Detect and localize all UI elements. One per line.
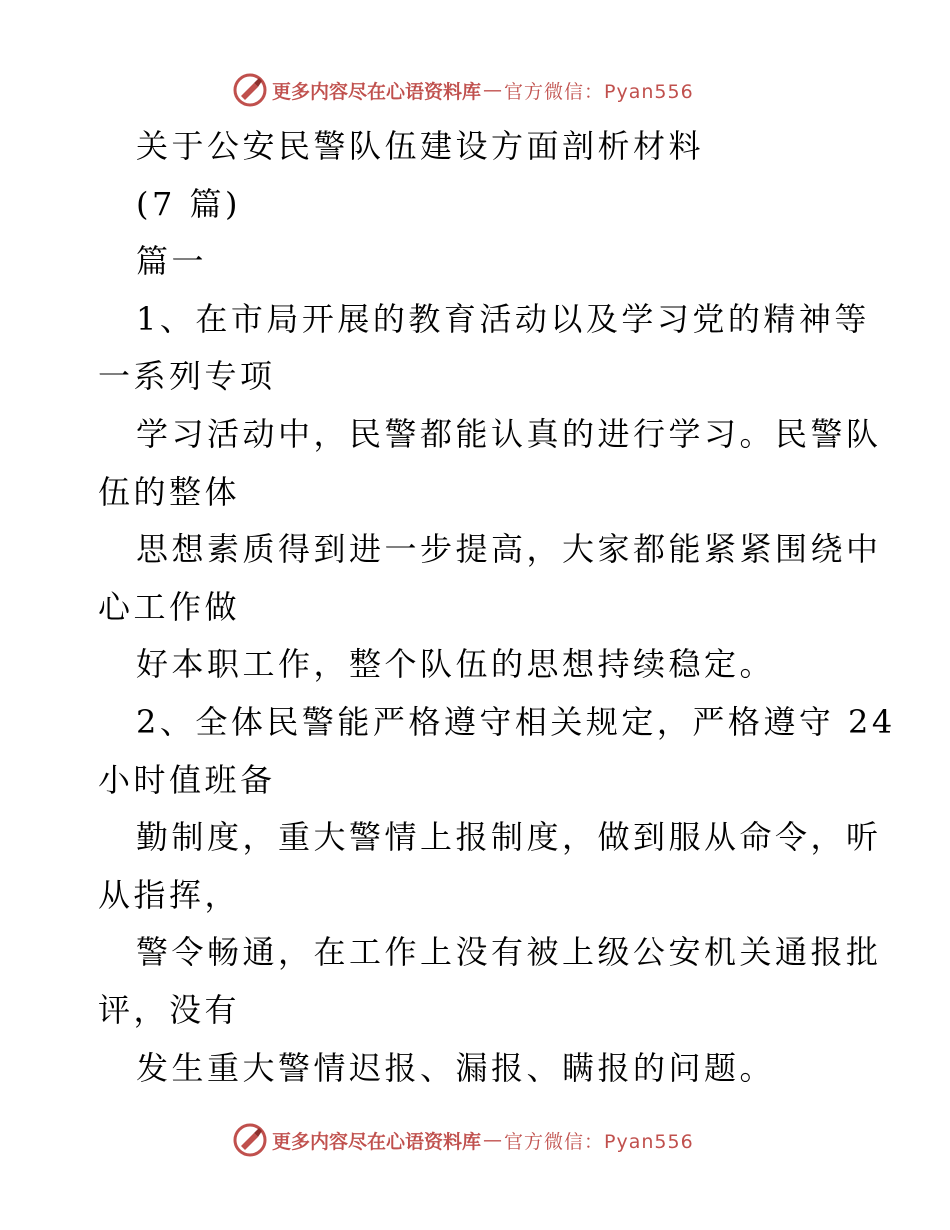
text-line: 思想素质得到进一步提高，大家都能紧紧围绕中 — [136, 530, 882, 569]
text-line: 篇一 — [136, 242, 208, 281]
text-line: 学习活动中，民警都能认真的进行学习。民警队 — [136, 414, 882, 453]
text-line: 关于公安民警队伍建设方面剖析材料 — [136, 127, 705, 165]
text-line: 评，没有 — [98, 990, 241, 1029]
document-body — [98, 118, 896, 1097]
text-line: 小时值班备 — [98, 760, 276, 799]
watermark-dash: — — [483, 1129, 503, 1151]
watermark-text: 更多内容尽在心语资料库 — [272, 80, 482, 103]
text-line: 伍的整体 — [98, 472, 241, 511]
text-line: 勤制度，重大警情上报制度，做到服从命令，听 — [136, 818, 882, 857]
logo-icon — [232, 72, 268, 108]
watermark-header — [232, 70, 694, 110]
text-line: 从指挥， — [98, 875, 241, 914]
watermark-suffix: 官方微信：Pyan556 — [504, 1130, 694, 1153]
watermark-text: 更多内容尽在心语资料库 — [272, 1130, 482, 1153]
watermark-suffix: 官方微信：Pyan556 — [504, 80, 694, 103]
watermark-dash: — — [483, 79, 503, 101]
text-line: 好本职工作，整个队伍的思想持续稳定。 — [136, 645, 776, 684]
text-line: 2、全体民警能严格遵守相关规定，严格遵守 24 — [136, 702, 896, 741]
text-line: 警令畅通，在工作上没有被上级公安机关通报批 — [136, 933, 882, 972]
text-line: 发生重大警情迟报、漏报、瞒报的问题。 — [136, 1048, 776, 1087]
text-line: 一系列专项 — [98, 357, 276, 396]
logo-icon — [232, 1122, 268, 1158]
text-line: (7 篇) — [136, 184, 242, 223]
text-line: 1、在市局开展的教育活动以及学习党的精神等 — [136, 299, 870, 338]
watermark-footer — [232, 1120, 694, 1160]
text-line: 心工作做 — [98, 587, 241, 626]
